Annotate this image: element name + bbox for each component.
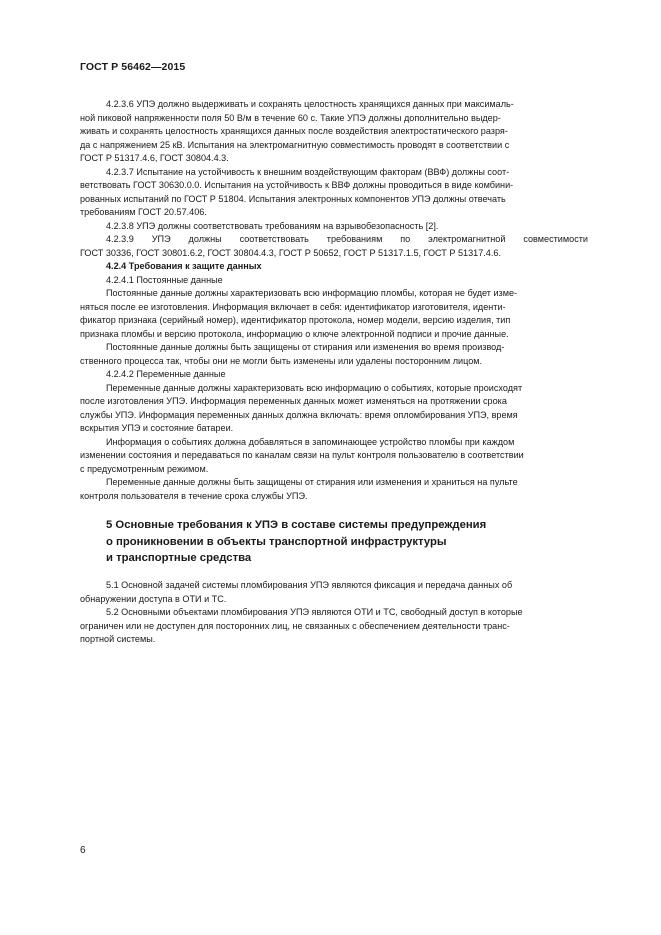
- paragraph-variable-data-1: Переменные данные должны характеризовать всю информацию о событиях, которые происходят после изготовления УПЭ. Информация переменных данных может изменяться на протяжении срока службы УПЭ. Информация переменных данных должна включать: время опломбирования УПЭ, время вскрытия УПЭ и состояние батареи.: [80, 382, 523, 433]
- paragraph-4-2-3-7: 4.2.3.7 Испытание на устойчивость к внешним воздействующим факторам (ВВФ) должны соот- ветствовать ГОСТ 30630.0.0. Испытания на устойчивость к ВВФ должны проводиться в виде комбини- рованных испытаний по ГОСТ Р 51804. Испытания электронных компонентов УПЭ должны отвечать требованиям ГОСТ 20.57.406.: [80, 166, 514, 217]
- subsection-title-4-2-4: 4.2.4 Требования к защите данных: [106, 261, 262, 271]
- section-4-2-content: [80, 98, 588, 503]
- paragraph-5-1: 5.1 Основной задачей системы пломбирования УПЭ являются фиксация и передача данных об обнаружении доступа в ОТИ и ТС.: [80, 580, 513, 604]
- paragraph-4-2-3-6: 4.2.3.6 УПЭ должно выдерживать и сохранять целостность хранящихся данных при максималь- ной пиковой напряженности поля 50 В/м в течение 60 с. Такие УПЭ должны дополнительно выдер- живать и сохранять целостность хранящихся данных после воздействия электростатического разря- да с напряжением 25 кВ. Испытания на электромагнитную совместимость проводят в соответствии с ГОСТ Р 51317.4.6, ГОСТ 30804.4.3.: [80, 99, 514, 163]
- paragraph-5-2: 5.2 Основными объектами пломбирования УПЭ являются ОТИ и ТС, свободный доступ в которые ограничен или не доступен для посторонних лиц, не связанных с обеспечением деятельности транс- портной системы.: [80, 607, 523, 644]
- page-number: 6: [80, 845, 86, 856]
- paragraph-variable-data-2: Информация о событиях должна добавляться в запоминающее устройство пломбы при каждом изменении состояния и передаваться по каналам связи на пульт контроля пользователю в соответствии с предусмотренным режимом.: [80, 436, 524, 474]
- paragraph-constant-data-2: Постоянные данные должны быть защищены от стирания или изменения во время производ- ственного процесса так, чтобы они не могли быть изменены или удалены посторонним лицом.: [80, 342, 505, 366]
- paragraph-variable-data-3: Переменные данные должны быть защищены от стирания или изменения и храниться на пульте контроля пользователя в течение срока службы УПЭ.: [80, 477, 518, 501]
- section-5-title: 5 Основные требования к УПЭ в составе системы предупреждения о проникновении в объекты транспортной инфраструктуры и транспортные средства: [106, 519, 487, 564]
- paragraph-4-2-3-8: 4.2.3.8 УПЭ должны соответствовать требованиям на взрывобезопасность [2].: [106, 220, 439, 231]
- paragraph-4-2-3-9: 4.2.3.9 УПЭ должны соответствовать требованиям по электромагнитной совместимости: [106, 234, 588, 244]
- document-header: ГОСТ Р 56462—2015: [80, 61, 186, 73]
- section-5-content: [80, 579, 588, 647]
- paragraph-4-2-3-9-continuation: ГОСТ 30336, ГОСТ 30801.6.2, ГОСТ 30804.4.3, ГОСТ Р 50652, ГОСТ Р 51317.1.5, ГОСТ Р 51317.4.6.: [80, 247, 501, 258]
- subsection-title-4-2-4-1: 4.2.4.1 Постоянные данные: [106, 274, 223, 285]
- subsection-title-4-2-4-2: 4.2.4.2 Переменные данные: [106, 369, 226, 379]
- paragraph-constant-data-1: Постоянные данные должны характеризовать всю информацию пломбы, которая не будет изме- няться после ее изготовления. Информация включает в себя: идентификатор изготовителя, иденти- фикатор признака (серийный номер), идентификатор протокола, номер модели, версию изделия, тип признака пломбы и версию протокола, информацию о ключе электронной подписи и прочие данные.: [80, 288, 518, 339]
